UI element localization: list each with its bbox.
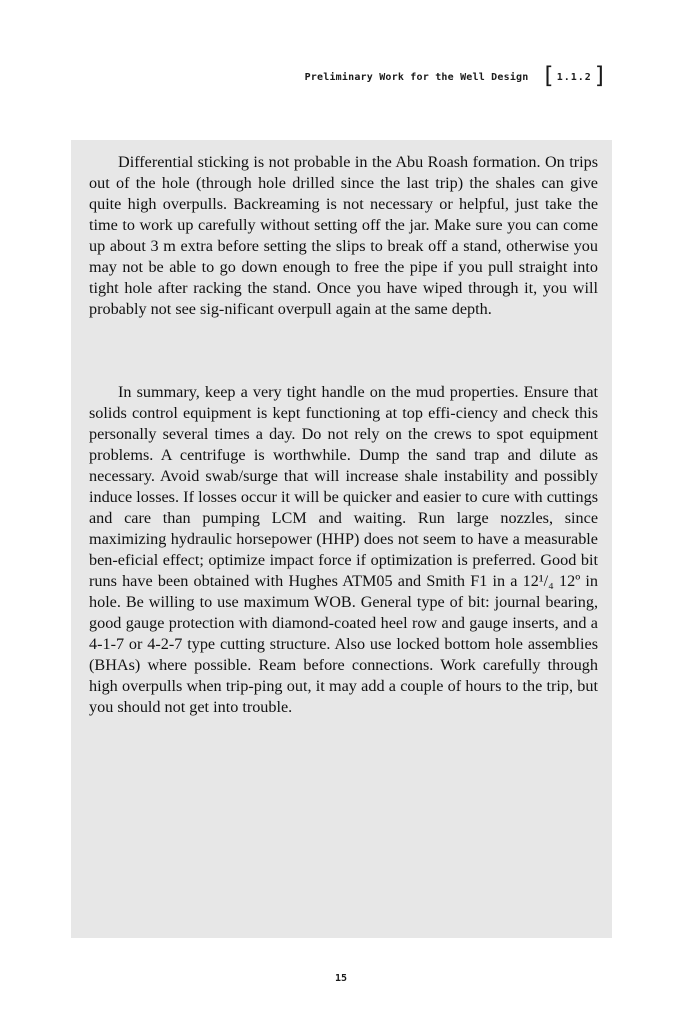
- section-bracket-close: ]: [594, 63, 604, 89]
- section-number: 1.1.2: [556, 72, 592, 83]
- page-number: 15: [334, 973, 348, 984]
- section-bracket-open: [: [544, 63, 554, 89]
- section-number-box: [544, 63, 604, 89]
- paragraph-summary: In summary, keep a very tight handle on the mud properties. Ensure that solids control equipment is kept functioning at top effi-ciency and check this personally several times a day. Do not rely on the crews to spot equipment problems. A centrifuge is worthwhile. Dump the sand trap and dilute as necessary. Avoid swab/surge that will increase shale instability and possibly induce losses. If losses occur it will be quicker and easier to cure with cuttings and care than pumping LCM and waiting. Run large nozzles, since maximizing hydraulic horsepower (HHP) does not seem to have a measurable ben-eficial effect; optimize impact force if optimization is preferred. Good bit runs have been obtained with Hughes ATM05 and Smith F1 in a 12¹/₄ 12º in hole. Be willing to use maximum WOB. General type of bit: journal bearing, good gauge protection with diamond-coated heel row and gauge inserts, and a 4-1-7 or 4-2-7 type cutting structure. Also use locked bottom hole assemblies (BHAs) where possible. Ream before connections. Work carefully through high overpulls when trip-ping out, it may add a couple of hours to the trip, but you should not get into trouble.: [89, 383, 598, 716]
- running-title: Preliminary Work for the Well Design: [304, 72, 529, 83]
- running-header: [304, 63, 604, 89]
- paragraph-differential-sticking: Differential sticking is not probable in the Abu Roash formation. On trips out of the hole (through hole drilled since the last trip) the shales can give quite high overpulls. Backreaming is not necessary or helpful, just take the time to work up carefully without setting off the jar. Make sure you can come up about 3 m extra before setting the slips to break off a stand, otherwise you may not be able to go down enough to free the pipe if you pull straight into tight hole after racking the stand. Once you have wiped through it, you will probably not see sig-nificant overpull again at the same depth.: [89, 153, 598, 318]
